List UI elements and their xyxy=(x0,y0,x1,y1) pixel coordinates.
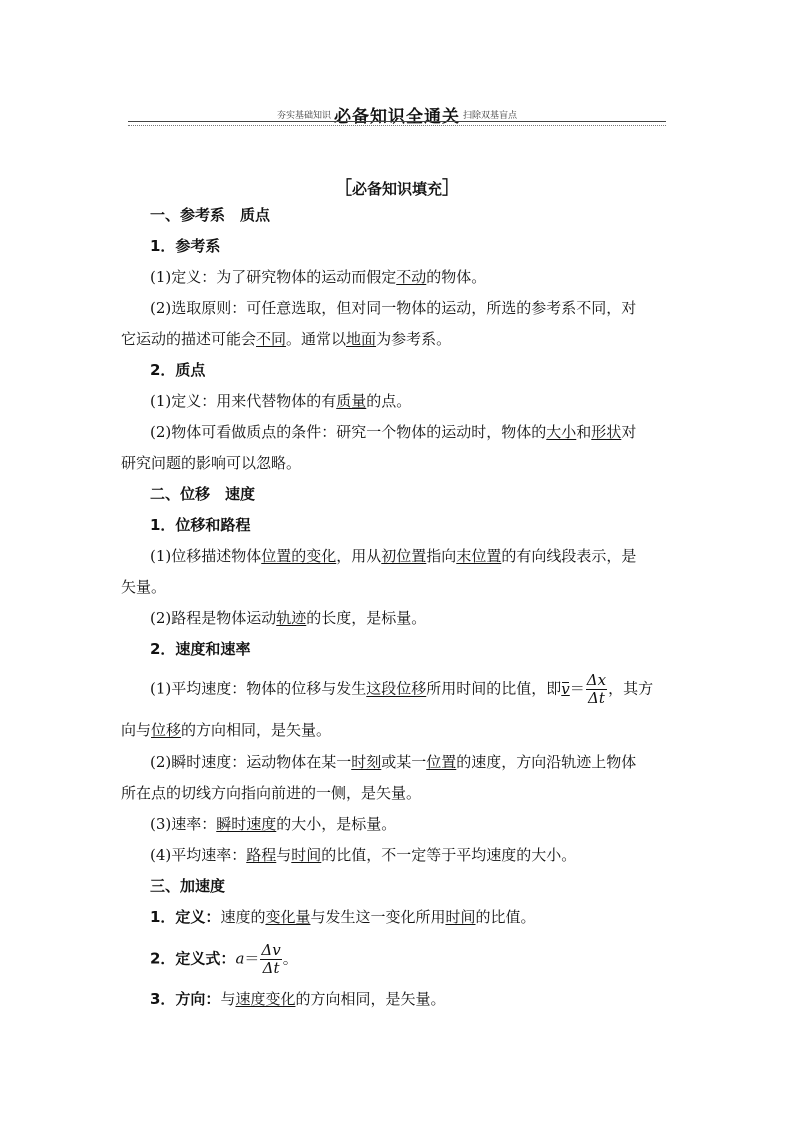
paragraph: 矢量。 xyxy=(121,578,167,596)
paragraph: (2)物体可看做质点的条件：研究一个物体的运动时，物体的大小和形状对 xyxy=(150,423,637,441)
paragraph: (1)定义：为了研究物体的运动而假定不动的物体。 xyxy=(150,268,487,286)
paragraph: 所在点的切线方向指向前进的一侧，是矢量。 xyxy=(121,784,422,802)
section-title-text: 必备知识填充 xyxy=(351,180,442,198)
heading-3: 三、加速度 xyxy=(150,877,226,895)
subheading-2-2: 2．速度和速率 xyxy=(150,640,251,658)
bracket-right: ］ xyxy=(442,178,460,199)
fraction: $\frac{\Delta v}{\Delta t}$ xyxy=(261,941,281,977)
paragraph: 研究问题的影响可以忽略。 xyxy=(121,454,302,472)
subheading-1-2: 2．质点 xyxy=(150,361,206,379)
paragraph-with-formula: (1)平均速度：物体的位移与发生这段位移所用时间的比值，即v＝ $\frac{\Delta x}{\Delta t}$ ，其方 xyxy=(150,671,654,707)
section-title xyxy=(0,174,794,200)
paragraph: 1．定义：速度的变化量与发生这一变化所用时间的比值。 xyxy=(150,908,536,926)
header-right-caption: 扫除双基盲点 xyxy=(463,111,518,121)
header-title: 必备知识全通关 xyxy=(334,107,460,127)
paragraph: (1)位移描述物体位置的变化，用从初位置指向末位置的有向线段表示，是 xyxy=(150,547,637,565)
paragraph: (2)路程是物体运动轨迹的长度，是标量。 xyxy=(150,609,427,627)
paragraph: (2)瞬时速度：运动物体在某一时刻或某一位置的速度，方向沿轨迹上物体 xyxy=(150,753,637,771)
subheading-1-1: 1．参考系 xyxy=(150,237,221,255)
paragraph: (3)速率：瞬时速度的大小，是标量。 xyxy=(150,815,397,833)
header-rule xyxy=(128,121,666,122)
paragraph: 3．方向：与速度变化的方向相同，是矢量。 xyxy=(150,990,446,1008)
average-velocity-symbol: v xyxy=(561,679,570,698)
paragraph: 向与位移的方向相同，是矢量。 xyxy=(121,721,332,739)
paragraph-with-formula: 2．定义式：a＝ $\frac{\Delta v}{\Delta t}$ 。 xyxy=(150,941,298,977)
paragraph: 它运动的描述可能会不同。通常以地面为参考系。 xyxy=(121,330,452,348)
fraction: $\frac{\Delta x}{\Delta t}$ xyxy=(586,671,607,707)
header-left-caption: 夯实基础知识 xyxy=(276,111,331,121)
paragraph: (1)定义：用来代替物体的有质量的点。 xyxy=(150,392,412,410)
heading-2: 二、位移 速度 xyxy=(150,485,256,503)
paragraph: (4)平均速率：路程与时间的比值，不一定等于平均速度的大小。 xyxy=(150,846,577,864)
paragraph: (2)选取原则：可任意选取，但对同一物体的运动，所选的参考系不同，对 xyxy=(150,299,637,317)
subheading-2-1: 1．位移和路程 xyxy=(150,516,251,534)
bracket-left: ［ xyxy=(333,178,352,199)
heading-1: 一、参考系 质点 xyxy=(150,206,271,224)
header-banner xyxy=(128,102,666,127)
header-dotted-rule xyxy=(128,125,666,126)
